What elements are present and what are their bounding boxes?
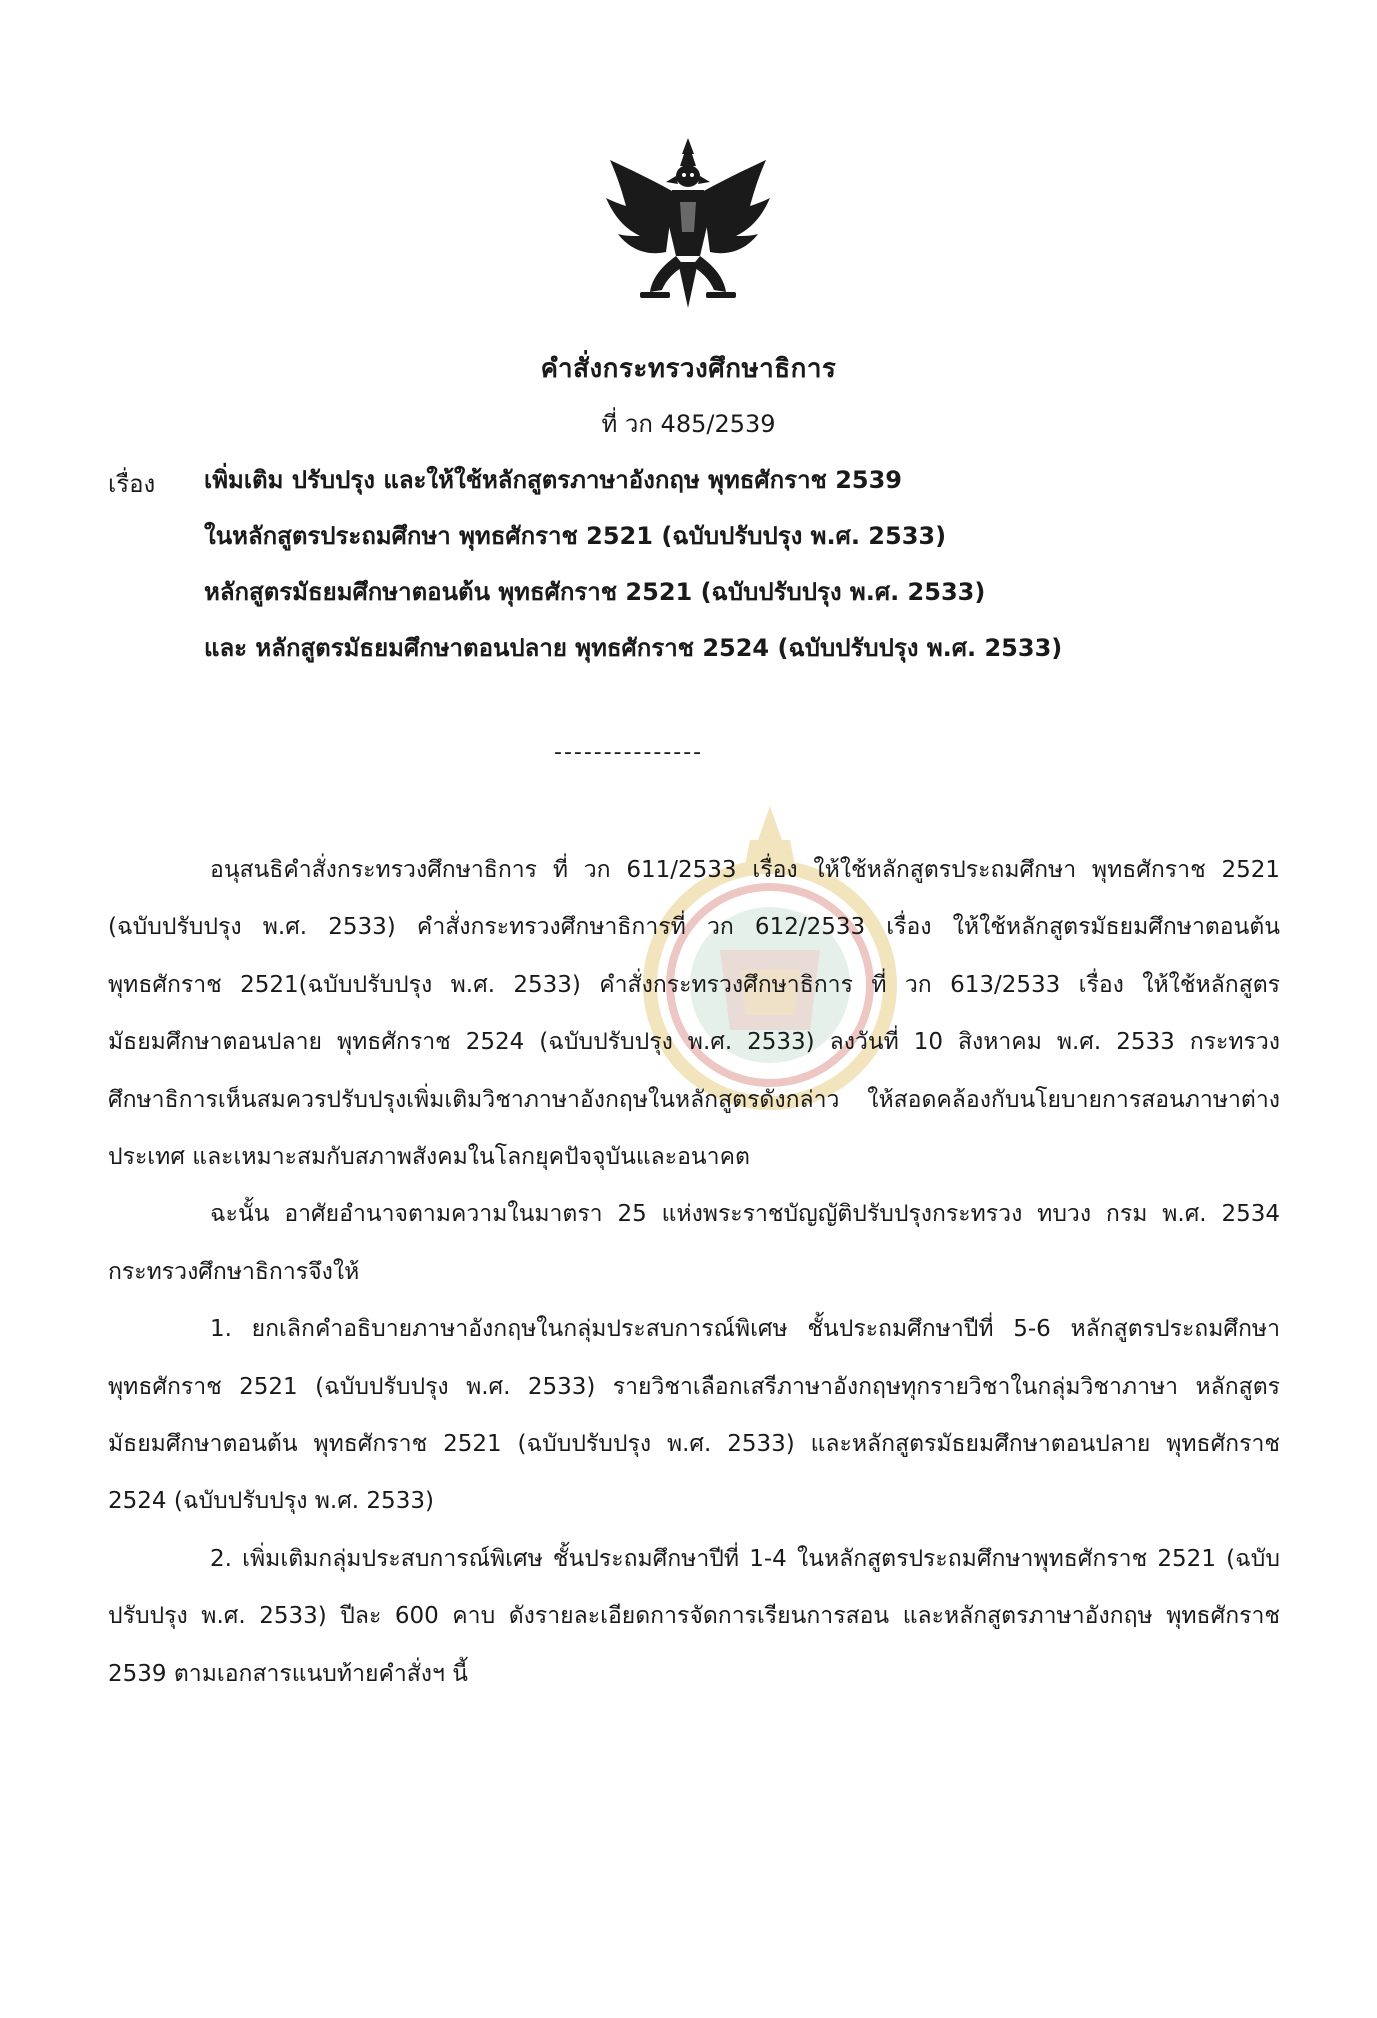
paragraph-item-1: 1. ยกเลิกคำอธิบายภาษาอังกฤษในกลุ่มประสบการณ์พิเศษ ชั้นประถมศึกษาปีที่ 5-6 หลักสูตรประถมศึกษา พุทธศักราช 2521 (ฉบับปรับปรุง พ.ศ. 2533) รายวิชาเลือกเสรีภาษาอังกฤษทุกรายวิชาในกลุ่มวิชาภาษา หลักสูตรมัธยมศึกษาตอนต้น พุทธศักราช 2521 (ฉบับปรับปรุง พ.ศ. 2533) และหลักสูตรมัธยมศึกษาตอนปลาย พุทธศักราช 2524 (ฉบับปรับปรุง พ.ศ. 2533): [108, 1316, 1280, 1515]
subject-line: เพิ่มเติม ปรับปรุง และให้ใช้หลักสูตรภาษาอังกฤษ พุทธศักราช 2539: [204, 466, 902, 494]
document-number: ที่ วก 485/2539: [601, 410, 776, 438]
document-body: [108, 842, 1280, 1703]
paragraph-item-2: 2. เพิ่มเติมกลุ่มประสบการณ์พิเศษ ชั้นประถมศึกษาปีที่ 1-4 ในหลักสูตรประถมศึกษาพุทธศักราช 2521 (ฉบับปรับปรุง พ.ศ. 2533) ปีละ 600 คาบ ดังรายละเอียดการจัดการเรียนการสอน และหลักสูตรภาษาอังกฤษ พุทธศักราช 2539 ตามเอกสารแนบท้ายคำสั่งฯ นี้: [108, 1545, 1280, 1687]
subject-line: และ หลักสูตรมัธยมศึกษาตอนปลาย พุทธศักราช 2524 (ฉบับปรับปรุง พ.ศ. 2533): [204, 634, 1063, 662]
paragraph-preamble: อนุสนธิคำสั่งกระทรวงศึกษาธิการ ที่ วก 611/2533 เรื่อง ให้ใช้หลักสูตรประถมศึกษา พุทธศักราช 2521 (ฉบับปรับปรุง พ.ศ. 2533) คำสั่งกระทรวงศึกษาธิการที่ วก 612/2533 เรื่อง ให้ใช้หลักสูตรมัธยมศึกษาตอนต้น พุทธศักราช 2521(ฉบับปรับปรุง พ.ศ. 2533) คำสั่งกระทรวงศึกษาธิการ ที่ วก 613/2533 เรื่อง ให้ใช้หลักสูตรมัธยมศึกษาตอนปลาย พุทธศักราช 2524 (ฉบับปรับปรุง พ.ศ. 2533) ลงวันที่ 10 สิงหาคม พ.ศ. 2533 กระทรวงศึกษาธิการเห็นสมควรปรับปรุงเพิ่มเติมวิชาภาษาอังกฤษในหลักสูตรดังกล่าว ให้สอดคล้องกับนโยบายการสอนภาษาต่างประเทศ และเหมาะสมกับสภาพสังคมในโลกยุคปัจจุบันและอนาคต: [108, 857, 1280, 1171]
subject-label: เรื่อง: [108, 470, 156, 498]
document-title: คำสั่งกระทรวงศึกษาธิการ: [540, 354, 837, 384]
subject-line: หลักสูตรมัธยมศึกษาตอนต้น พุทธศักราช 2521 (ฉบับปรับปรุง พ.ศ. 2533): [204, 578, 986, 606]
subject-line: ในหลักสูตรประถมศึกษา พุทธศักราช 2521 (ฉบับปรับปรุง พ.ศ. 2533): [204, 522, 947, 550]
divider-line: ---------------: [554, 740, 704, 765]
garuda-emblem-icon: [596, 132, 780, 318]
paragraph-authority: ฉะนั้น อาศัยอำนาจตามความในมาตรา 25 แห่งพระราชบัญญัติปรับปรุงกระทรวง ทบวง กรม พ.ศ. 2534 กระทรวงศึกษาธิการจึงให้: [108, 1201, 1280, 1285]
subject-text: [204, 464, 1284, 688]
